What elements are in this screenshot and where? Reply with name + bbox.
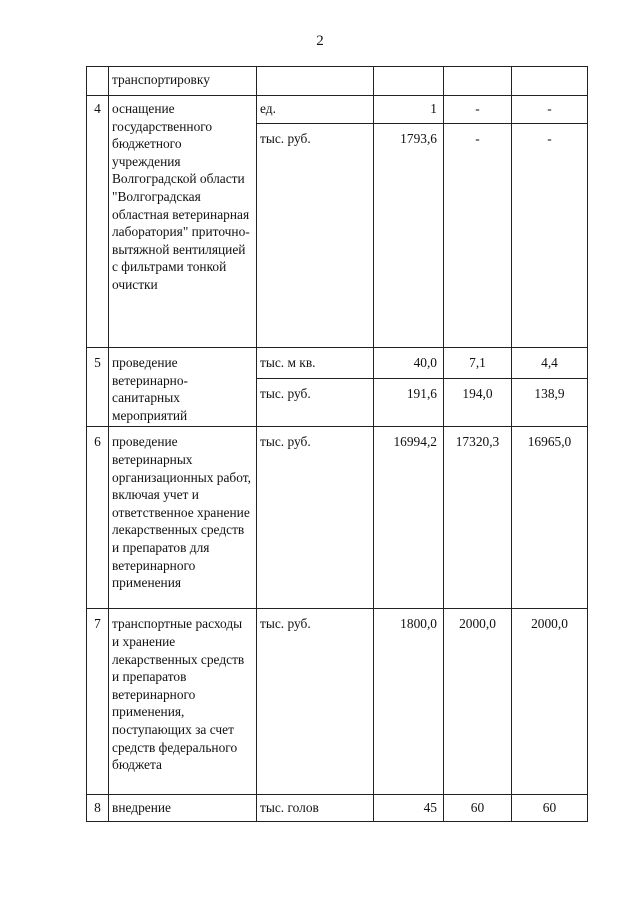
cell-value-3: - bbox=[512, 124, 588, 348]
activities-table bbox=[86, 66, 588, 822]
cell-value-3: 60 bbox=[512, 795, 588, 822]
cell-value-2: 60 bbox=[444, 795, 512, 822]
cell-value-3: 138,9 bbox=[512, 379, 588, 427]
cell-value-3 bbox=[512, 67, 588, 96]
cell-value-2 bbox=[444, 67, 512, 96]
cell-value-2: - bbox=[444, 124, 512, 348]
cell-unit: тыс. м кв. bbox=[257, 348, 374, 379]
table-row bbox=[87, 795, 588, 822]
cell-value-3: 2000,0 bbox=[512, 609, 588, 795]
cell-unit bbox=[257, 67, 374, 96]
cell-value-3: - bbox=[512, 96, 588, 124]
cell-num bbox=[87, 67, 109, 96]
cell-unit: тыс. руб. bbox=[257, 427, 374, 609]
cell-num: 6 bbox=[87, 427, 109, 609]
cell-value-1: 1800,0 bbox=[374, 609, 444, 795]
cell-value-2: 194,0 bbox=[444, 379, 512, 427]
cell-value-1: 1793,6 bbox=[374, 124, 444, 348]
table-row-continued bbox=[87, 67, 588, 96]
table-row bbox=[87, 609, 588, 795]
cell-value-1: 191,6 bbox=[374, 379, 444, 427]
page-number: 2 bbox=[316, 33, 324, 49]
cell-unit: тыс. руб. bbox=[257, 124, 374, 348]
cell-unit: ед. bbox=[257, 96, 374, 124]
cell-value-2: 7,1 bbox=[444, 348, 512, 379]
cell-value-1: 16994,2 bbox=[374, 427, 444, 609]
cell-value-2: - bbox=[444, 96, 512, 124]
cell-name: проведение ветеринарных организационных работ, включая учет и ответственное хранение лекарственных средств и препаратов для ветеринарного применения bbox=[109, 427, 257, 609]
table-row bbox=[87, 427, 588, 609]
cell-name: оснащение государственного бюджетного учреждения Волгоградской области "Волгоградская областная ветеринарная лаборатория" приточно-вытяжной вентиляцией с фильтрами тонкой очистки bbox=[109, 96, 257, 348]
table-row bbox=[87, 96, 588, 124]
cell-name: проведение ветеринарно-санитарных мероприятий bbox=[109, 348, 257, 427]
cell-unit: тыс. руб. bbox=[257, 379, 374, 427]
cell-value-3: 4,4 bbox=[512, 348, 588, 379]
table-row bbox=[87, 348, 588, 379]
cell-name: внедрение bbox=[109, 795, 257, 822]
cell-value-1: 40,0 bbox=[374, 348, 444, 379]
cell-num: 5 bbox=[87, 348, 109, 427]
cell-unit: тыс. руб. bbox=[257, 609, 374, 795]
cell-value-1 bbox=[374, 67, 444, 96]
cell-name: транспортировку bbox=[109, 67, 257, 96]
cell-num: 7 bbox=[87, 609, 109, 795]
cell-unit: тыс. голов bbox=[257, 795, 374, 822]
cell-value-2: 17320,3 bbox=[444, 427, 512, 609]
cell-value-2: 2000,0 bbox=[444, 609, 512, 795]
cell-value-1: 45 bbox=[374, 795, 444, 822]
cell-name: транспортные расходы и хранение лекарственных средств и препаратов ветеринарного применения, поступающих за счет средств федерального бюджета bbox=[109, 609, 257, 795]
cell-value-1: 1 bbox=[374, 96, 444, 124]
cell-num: 8 bbox=[87, 795, 109, 822]
cell-value-3: 16965,0 bbox=[512, 427, 588, 609]
cell-num: 4 bbox=[87, 96, 109, 348]
